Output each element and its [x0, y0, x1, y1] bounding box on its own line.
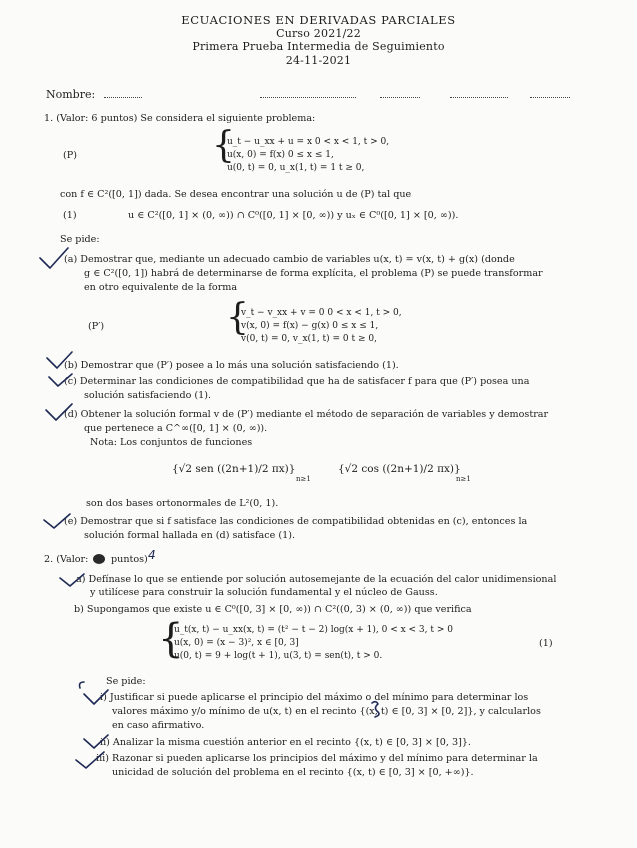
- q2-handwritten-score: 4: [148, 548, 156, 562]
- q1-nota: Nota: Los conjuntos de funciones: [90, 437, 253, 448]
- handwritten-correction-icon: [372, 702, 379, 717]
- check-mark-icon: [47, 352, 72, 368]
- exam-date: 24-11-2021: [285, 54, 352, 67]
- q1-pprime-brace: {: [226, 297, 249, 338]
- check-mark-icon: [46, 404, 72, 420]
- q1-problem-brace: {: [212, 125, 235, 166]
- q1-pprime-line-2: v(x, 0) = f(x) − g(x) 0 ≤ x ≤ 1,: [241, 321, 379, 331]
- q1-basis-set-1-index: n≥1: [296, 475, 311, 483]
- q1-basis-set-2-index: n≥1: [456, 475, 471, 483]
- check-mark-icon: [44, 514, 70, 528]
- check-mark-icon: [84, 690, 108, 704]
- check-mark-icon: [60, 574, 84, 586]
- q1-c-line-1: (c) Determinar las condiciones de compatibilidad que ha de satisfacer f para que (P′) posea una: [64, 376, 530, 387]
- check-mark-icon: [40, 248, 68, 268]
- q1-a-line-3: en otro equivalente de la forma: [84, 282, 238, 293]
- q1-basis-set-2: {√2 cos ((2n+1)/2 πx)}: [338, 463, 461, 475]
- q1-basis-set-1: {√2 sen ((2n+1)/2 πx)}: [172, 463, 296, 475]
- q2-iii-line-1: iii) Razonar si pueden aplicarse los principios del máximo y del mínimo para determinar la: [96, 753, 538, 764]
- q1-bases-line: son dos bases ortonormales de L²(0, 1).: [86, 498, 279, 509]
- exam-subtitle: Primera Prueba Intermedia de Seguimiento: [192, 40, 445, 53]
- q1-b: (b) Demostrar que (P′) posee a lo más una solución satisfaciendo (1).: [64, 360, 399, 371]
- q2-a-line-2: y utilícese para construir la solución fundamental y el núcleo de Gauss.: [90, 587, 438, 598]
- q1-eq1: u ∈ C²([0, 1] × (0, ∞)) ∩ C⁰([0, 1] × [0, ∞)) y uₓ ∈ C⁰([0, 1] × [0, ∞)).: [128, 210, 459, 221]
- exam-course: Curso 2021/22: [276, 27, 361, 40]
- q1-pprime-line-1: v_t − v_xx + v = 0 0 < x < 1, t > 0,: [241, 308, 402, 318]
- q1-e-line-2: solución formal hallada en (d) satisface (1).: [84, 530, 295, 541]
- q1-problem-line-3: u(0, t) = 0, u_x(1, t) = 1 t ≥ 0,: [227, 163, 365, 173]
- q2-system-label: (1): [539, 638, 553, 649]
- q1-pprime-line-3: v(0, t) = 0, v_x(1, t) = 0 t ≥ 0,: [241, 334, 377, 344]
- check-mark-icon: [76, 752, 104, 768]
- q2-system-line-2: u(x, 0) = (x − 3)², x ∈ [0, 3]: [174, 638, 299, 648]
- exam-title: ECUACIONES EN DERIVADAS PARCIALES: [181, 13, 456, 27]
- q2-b-line-1: b) Supongamos que existe u ∈ C⁰([0, 3] × [0, ∞)) ∩ C²((0, 3) × (0, ∞)) que verifica: [74, 604, 472, 615]
- q2-heading-pre: 2. (Valor:: [44, 554, 89, 565]
- check-mark-icon: [49, 374, 72, 386]
- q2-i-line-3: en caso afirmativo.: [112, 720, 205, 731]
- q1-pprime-label: (P′): [88, 321, 105, 332]
- q1-problem-line-1: u_t − u_xx + u = x 0 < x < 1, t > 0,: [227, 137, 390, 147]
- q2-i-line-1: i) Justificar si puede aplicarse el principio del máximo o del mínimo para determinar los: [100, 692, 529, 703]
- q2-system-line-3: u(0, t) = 9 + log(t + 1), u(3, t) = sen(t), t > 0.: [174, 651, 383, 661]
- q1-c-line-2: solución satisfaciendo (1).: [84, 390, 212, 401]
- q1-eq1-label: (1): [63, 210, 77, 221]
- q1-a-line-2: g ∈ C²([0, 1]) habrá de determinarse de forma explícita, el problema (P) se puede transformar: [84, 268, 543, 279]
- q2-ii: ii) Analizar la misma cuestión anterior en el recinto {(x, t) ∈ [0, 3] × [0, 3]}.: [100, 737, 471, 748]
- pen-stroke-icon: [80, 682, 85, 688]
- q1-a-line-1: (a) Demostrar que, mediante un adecuado cambio de variables u(x, t) = v(x, t) + g(x) (donde: [64, 254, 515, 265]
- q1-heading: 1. (Valor: 6 puntos) Se considera el siguiente problema:: [44, 113, 316, 124]
- q1-d-line-1: (d) Obtener la solución formal v de (P′) mediante el método de separación de variables y demostrar: [64, 409, 549, 420]
- q2-system-brace: {: [158, 616, 184, 662]
- q1-se-pide: Se pide:: [60, 234, 100, 245]
- q2-iii-line-2: unicidad de solución del problema en el recinto {(x, t) ∈ [0, 3] × [0, +∞)}.: [112, 767, 474, 778]
- nombre-label: Nombre:: [46, 88, 96, 101]
- q2-i-line-2: valores máximo y/o mínimo de u(x, t) en el recinto {(x, t) ∈ [0, 3] × [0, 2]}, y calcularlos: [112, 706, 541, 717]
- q2-se-pide: Se pide:: [106, 676, 146, 687]
- q2-heading-post: puntos): [111, 554, 148, 565]
- q1-e-line-1: (e) Demostrar que si f satisface las condiciones de compatibilidad obtenidas en (c), entonces la: [64, 516, 528, 527]
- q1-problem-line-2: u(x, 0) = f(x) 0 ≤ x ≤ 1,: [227, 150, 334, 160]
- check-mark-icon: [84, 735, 108, 748]
- q2-a-line-1: a) Defínase lo que se entiende por solución autosemejante de la ecuación del calor unidimensional: [76, 574, 557, 585]
- q2-system-line-1: u_t(x, t) − u_xx(x, t) = (t² − t − 2) log(x + 1), 0 < x < 3, t > 0: [174, 625, 453, 635]
- q1-d-line-2: que pertenece a C^∞([0, 1] × (0, ∞)).: [84, 423, 268, 434]
- q1-con-line: con f ∈ C²([0, 1]) dada. Se desea encontrar una solución u de (P) tal que: [60, 189, 412, 200]
- ink-blot-icon: [93, 554, 105, 564]
- q1-problem-label: (P): [63, 150, 77, 161]
